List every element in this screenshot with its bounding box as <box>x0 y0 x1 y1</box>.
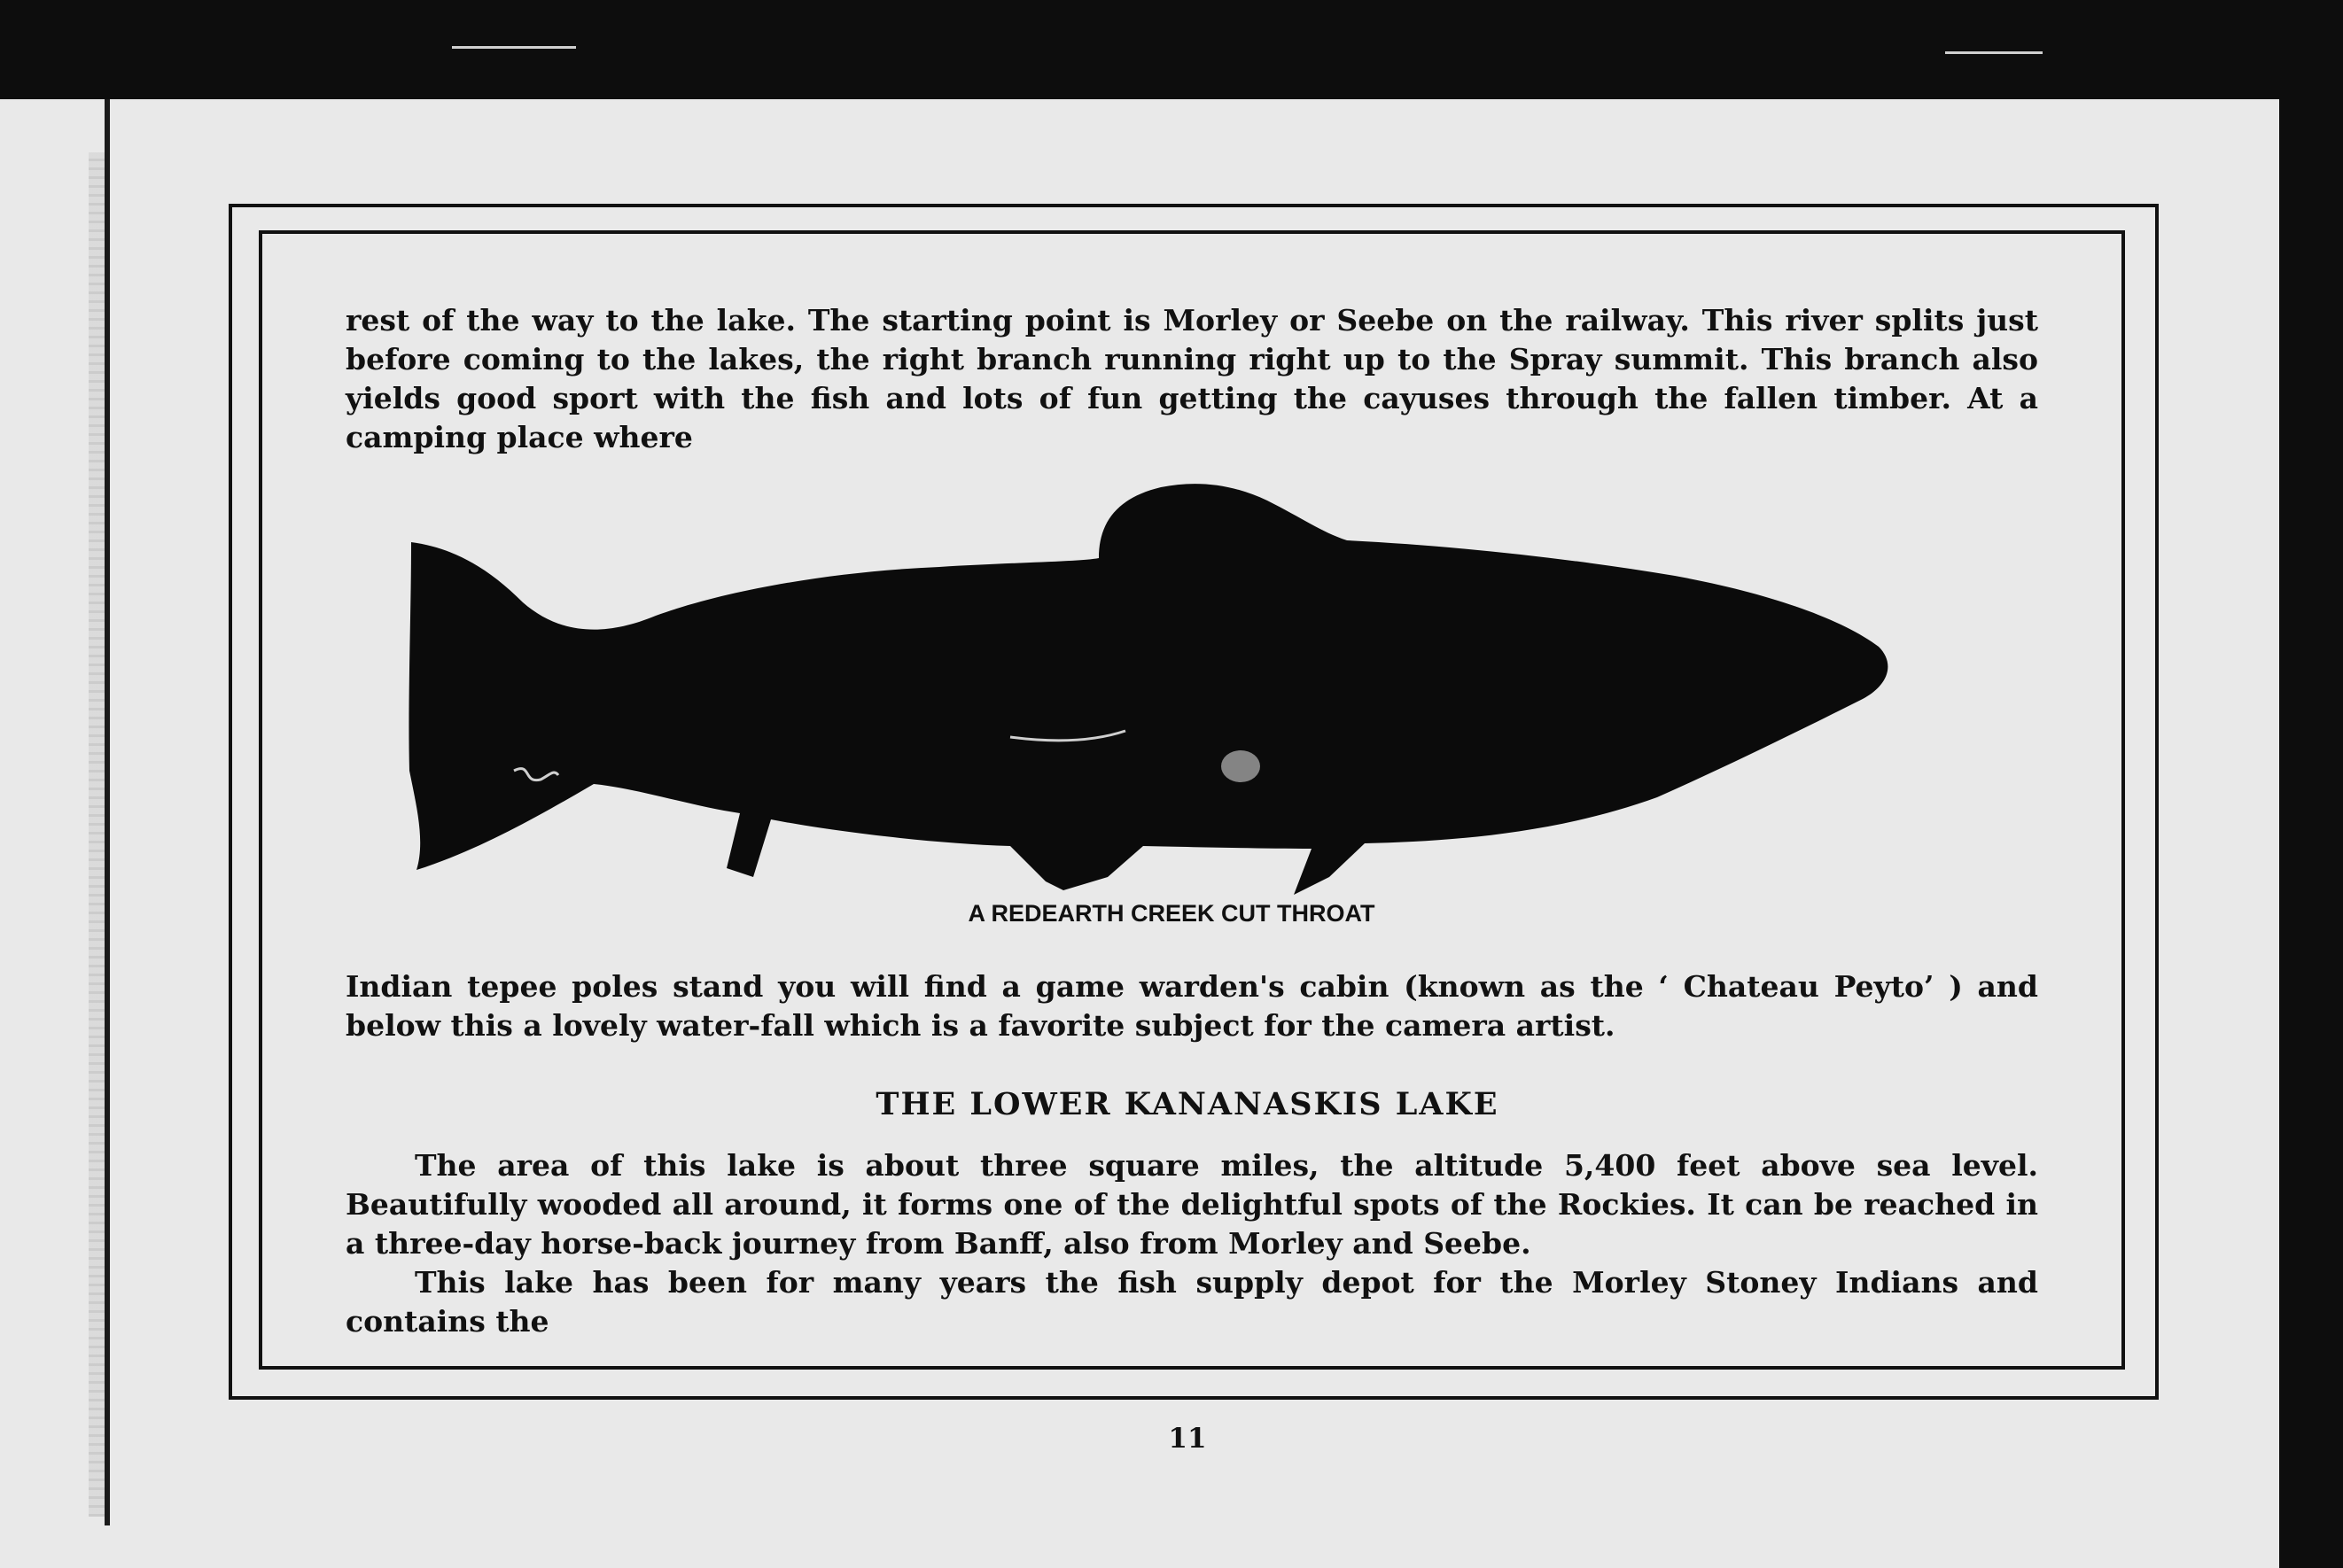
section-heading: THE LOWER KANANASKIS LAKE <box>876 1086 1499 1122</box>
scan-mark <box>452 46 576 49</box>
trout-silhouette <box>409 484 1888 895</box>
paragraph-after-figure: Indian tepee poles stand you will find a game warden's cabin (known as the ‘ Chateau Peyto’ ) and below this a lovely water-fall which is a favorite subject for the camera artist. <box>346 969 2038 1043</box>
paragraph-top: rest of the way to the lake. The starting point is Morley or Seebe on the railway. This river splits just before coming to the lakes, the right branch running right up to the Spray summit. This branch also yields good sport with the fish and lots of fun getting the cayuses through the fallen timber. At a camping place where <box>346 303 2038 454</box>
section-paragraph: The area of this lake is about three square miles, the altitude 5,400 feet above sea level. Beautifully wooded all around, it forms one of the delightful spots of the Rockies. It can be reached in a three-day horse-back journey from Banff, also from Morley and Seebe. <box>346 1148 2038 1261</box>
section-paragraph: This lake has been for many years the fish supply depot for the Morley Stoney Indians and contains the <box>346 1265 2038 1339</box>
section-body <box>346 1146 2038 1341</box>
figure-caption: A REDEARTH CREEK CUT THROAT <box>968 900 1375 927</box>
page-number: 11 <box>1168 1423 1207 1455</box>
scan-mark <box>1945 51 2043 54</box>
highlight-spot <box>1221 750 1260 782</box>
binding-gutter <box>105 99 110 1525</box>
cutthroat-trout-photo <box>390 434 1985 895</box>
